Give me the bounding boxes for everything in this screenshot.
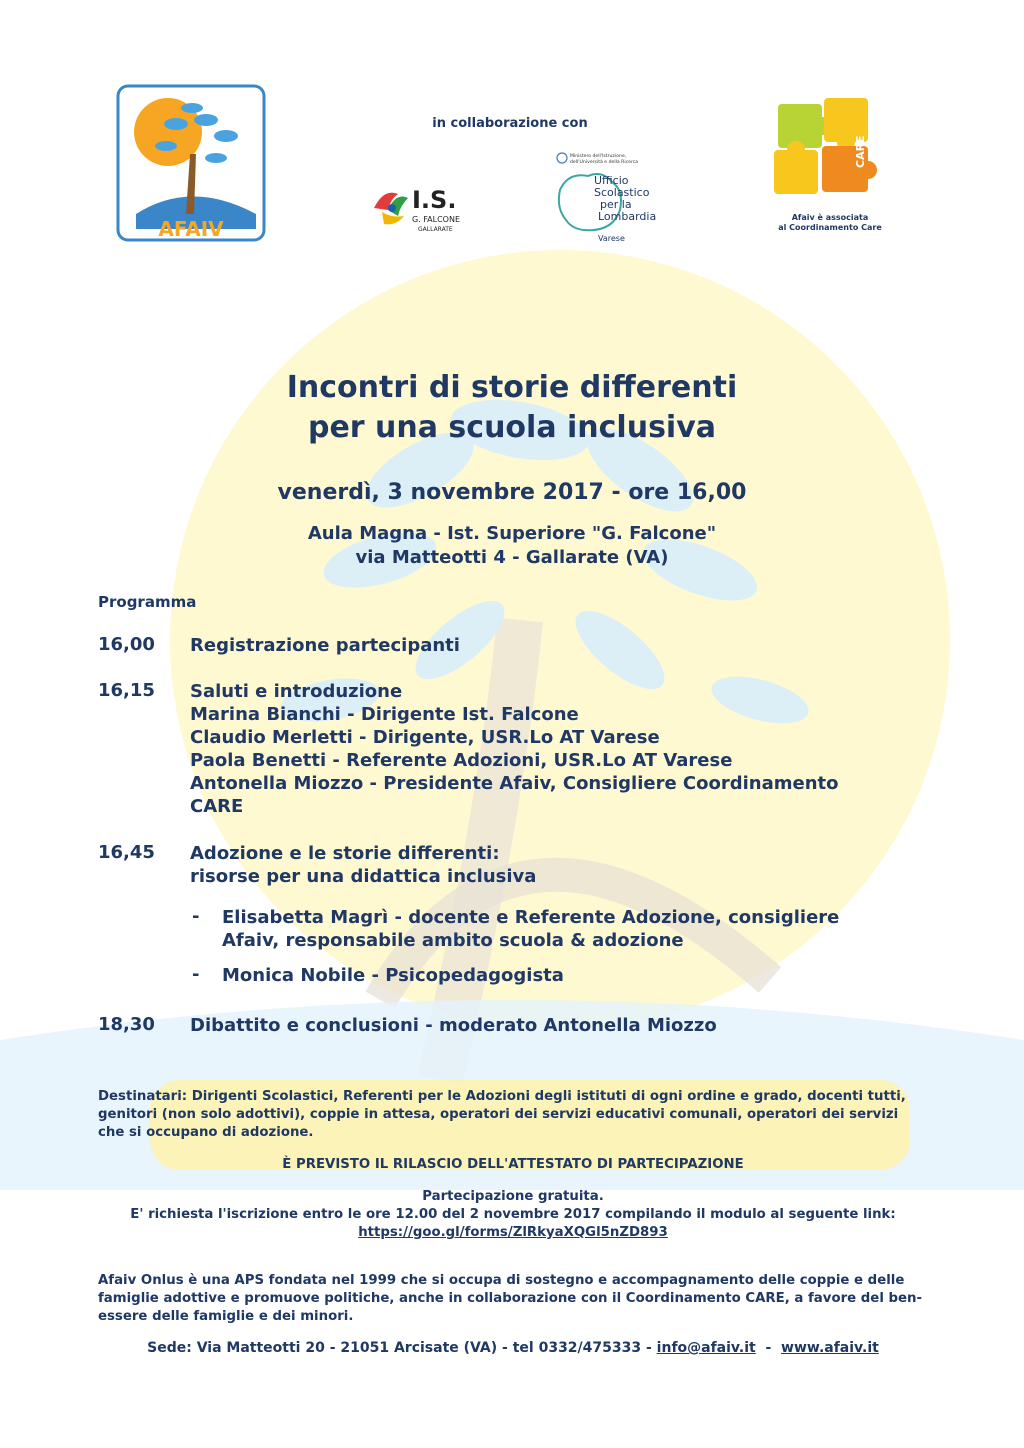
speaker-bullet: - <box>192 964 200 985</box>
about-afaiv: Afaiv Onlus è una APS fondata nel 1999 che si occupa di sostegno e accompagnamento delle coppie e delle famiglie adottive e promuove politiche, anche in collaborazione con il Coordinamento CARE, a favore del ben-essere delle famiglie e dei minori. <box>98 1273 923 1324</box>
target-audience: Destinatari: Dirigenti Scolastici, Referenti per le Adozioni degli istituti di ogni ordine e grado, docenti tutti, genitori (non solo adottivi), coppie in attesa, operatori dei servizi educativi comunali, operatori dei servizi che si occupano di adozione. <box>98 1089 906 1140</box>
event-date: venerdì, 3 novembre 2017 - ore 16,00 <box>277 480 747 505</box>
program-time: 16,15 <box>98 680 155 701</box>
svg-text:Scolastico: Scolastico <box>594 186 650 199</box>
title-line-1: Incontri di storie differenti <box>286 370 738 405</box>
svg-text:Lombardia: Lombardia <box>598 210 657 223</box>
footer-website-link[interactable]: www.afaiv.it <box>781 1340 879 1356</box>
svg-text:GALLARATE: GALLARATE <box>418 226 453 233</box>
usr-lombardia-logo <box>554 150 684 244</box>
svg-text:AFAIV: AFAIV <box>158 217 224 241</box>
svg-text:I.S.: I.S. <box>412 186 457 214</box>
footer-address: Sede: Via Matteotti 20 - 21051 Arcisate (VA) - tel 0332/475333 - <box>147 1340 657 1356</box>
title-line-2: per una scuola inclusiva <box>307 410 717 445</box>
certificate-notice: È PREVISTO IL RILASCIO DELL'ATTESTATO DI PARTECIPAZIONE <box>282 1157 744 1172</box>
registration-info: E' richiesta l'iscrizione entro le ore 12.00 del 2 novembre 2017 compilando il modulo al seguente link: <box>130 1207 896 1222</box>
svg-text:per la: per la <box>600 198 632 211</box>
is-falcone-logo <box>368 178 480 234</box>
care-logo <box>768 94 888 204</box>
program-time: 18,30 <box>98 1014 155 1035</box>
svg-text:Ministero dell'Istruzione,: Ministero dell'Istruzione, <box>570 154 627 159</box>
footer: Sede: Via Matteotti 20 - 21051 Arcisate (VA) - tel 0332/475333 - info@afaiv.it - www.afaiv.it <box>147 1340 879 1356</box>
svg-text:dell'Università e della Ricerc: dell'Università e della Ricerca <box>570 160 639 165</box>
program-time: 16,00 <box>98 634 155 655</box>
program-item: Adozione e le storie differenti: risorse per una didattica inclusiva <box>190 843 537 887</box>
program-item: Dibattito e conclusioni - moderato Antonella Miozzo <box>190 1015 717 1036</box>
program-item: Saluti e introduzione Marina Bianchi - Dirigente Ist. Falcone Claudio Merletti - Dirigente, USR.Lo AT Varese Paola Benetti - Referente Adozioni, USR.Lo AT Varese Antonella Miozzo - Presidente Afaiv, Consigliere Coordinamento CARE <box>190 681 839 817</box>
collaboration-label: in collaborazione con <box>432 116 588 131</box>
care-caption: Afaiv è associata al Coordinamento Care <box>778 213 882 232</box>
event-venue: Aula Magna - Ist. Superiore "G. Falcone" via Matteotti 4 - Gallarate (VA) <box>307 523 717 568</box>
speaker-item: Elisabetta Magrì - docente e Referente Adozione, consigliere Afaiv, responsabile ambito scuola & adozione <box>222 907 840 951</box>
svg-text:Varese: Varese <box>598 234 625 243</box>
speaker-item: Monica Nobile - Psicopedagogista <box>222 965 564 986</box>
participation-free: Partecipazione gratuita. <box>422 1189 604 1204</box>
program-item: Registrazione partecipanti <box>190 635 460 656</box>
svg-text:G. FALCONE: G. FALCONE <box>412 215 461 224</box>
registration-form-link[interactable]: https://goo.gl/forms/ZlRkyaXQGl5nZD893 <box>358 1225 668 1240</box>
svg-text:CARE: CARE <box>854 135 867 168</box>
program-time: 16,45 <box>98 842 155 863</box>
event-title <box>112 368 912 448</box>
program-heading: Programma <box>98 593 197 611</box>
speaker-bullet: - <box>192 906 200 927</box>
footer-email-link[interactable]: info@afaiv.it <box>656 1340 756 1356</box>
afaiv-logo <box>116 84 266 242</box>
svg-text:Ufficio: Ufficio <box>594 174 629 187</box>
